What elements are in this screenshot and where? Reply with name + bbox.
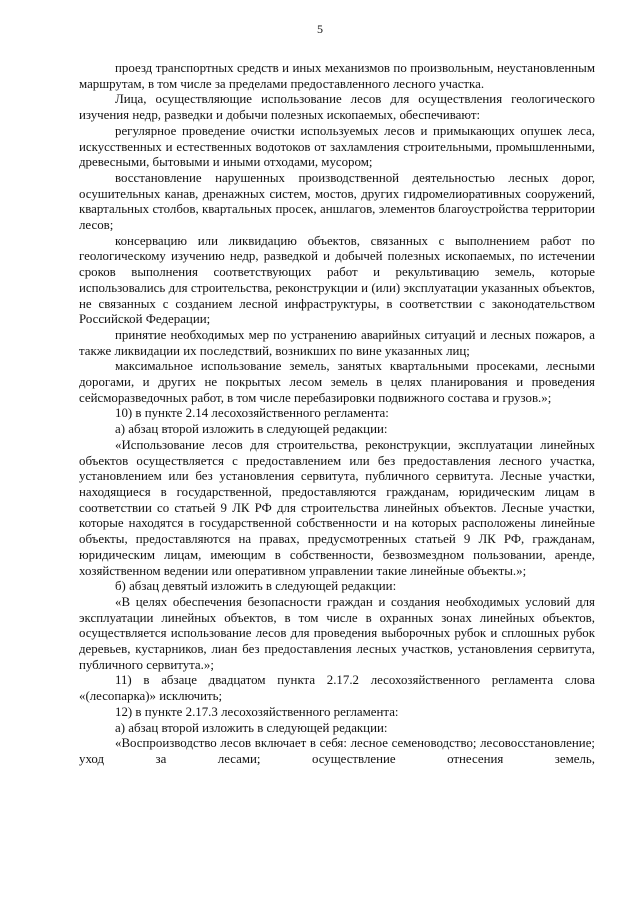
paragraph: а) абзац второй изложить в следующей редакции: (115, 422, 388, 437)
document-body (79, 61, 595, 768)
paragraph: принятие необходимых мер по устранению аварийных ситуаций и лесных пожаров, а также ликвидации их последствий, возникших по вине указанных лиц; (79, 327, 595, 358)
paragraph: «Воспроизводство лесов включает в себя: лесное семеноводство; лесовосстановление; уход за лесами; осуществление отнесения земель, (79, 736, 595, 766)
paragraph: Лица, осуществляющие использование лесов для осуществления геологического изучения недр, разведки и добычи полезных ископаемых, обеспечивают: (79, 92, 595, 123)
paragraph: «Использование лесов для строительства, реконструкции, эксплуатации линейных объектов осуществляется с предоставлением или без предоставления лесного участка, установлением или без установления сервитута, публичного сервитута. Лесные участки, находящиеся в государственной, предоставляются гражданам, юридическим лицам в соответствии со статьей 9 ЛК РФ для строительства линейных объектов. Лесные участки, которые находятся в государственной собственности и на которых расположены линейные объекты, предоставляются на правах, предусмотренных статьей 9 ЛК РФ, гражданам, юридическим лицам, имеющим в собственности, безвозмездном пользовании, аренде, хозяйственном ведении или оперативном управлении такие линейные объекты.»; (79, 437, 595, 578)
paragraph: «В целях обеспечения безопасности граждан и создания необходимых условий для эксплуатации линейных объектов, в том числе в охранных зонах линейных объектов, осуществляется использование лесов для проведения выборочных рубок и сплошных рубок деревьев, кустарников, лиан без предоставления лесных участков, установления сервитута, публичного сервитута.»; (79, 594, 595, 672)
paragraph: консервацию или ликвидацию объектов, связанных с выполнением работ по геологическому изучению недр, разведкой и добычей полезных ископаемых, по истечении сроков выполнения соответствующих работ и рекультивацию земель, которые использовались для строительства, реконструкции и (или) эксплуатации указанных объектов, не связанных с созданием лесной инфраструктуры, в соответствии с законодательством Российской Федерации; (79, 233, 595, 327)
paragraph: регулярное проведение очистки используемых лесов и примыкающих опушек леса, искусственных и естественных водотоков от захламления строительными, промышленными, древесными, бытовыми и иными отходами, мусором; (79, 123, 595, 170)
paragraph: 11) в абзаце двадцатом пункта 2.17.2 лесохозяйственного регламента слова «(лесопарка)» исключить; (79, 673, 595, 704)
paragraph: восстановление нарушенных производственной деятельностью лесных дорог, осушительных канав, дренажных систем, мостов, других гидромелиоративных сооружений, квартальных столбов, квартальных просек, аншлагов, элементов благоустройства территории лесов; (79, 170, 595, 233)
paragraph: а) абзац второй изложить в следующей редакции: (115, 720, 388, 735)
paragraph: проезд транспортных средств и иных механизмов по произвольным, неустановленным маршрутам, в том числе за пределами предоставленного лесного участка. (79, 61, 595, 91)
paragraph: б) абзац девятый изложить в следующей редакции: (115, 579, 397, 594)
paragraph: максимальное использование земель, занятых квартальными просеками, лесными дорогами, и других не покрытых лесом земель в целях планирования и проведения сейсморазведочных работ, в том числе перебазировки подвижного состава и грузов.»; (79, 359, 595, 405)
paragraph: 10) в пункте 2.14 лесохозяйственного регламента: (115, 406, 389, 421)
paragraph: 12) в пункте 2.17.3 лесохозяйственного регламента: (115, 704, 399, 719)
page-number: 5 (317, 22, 323, 36)
